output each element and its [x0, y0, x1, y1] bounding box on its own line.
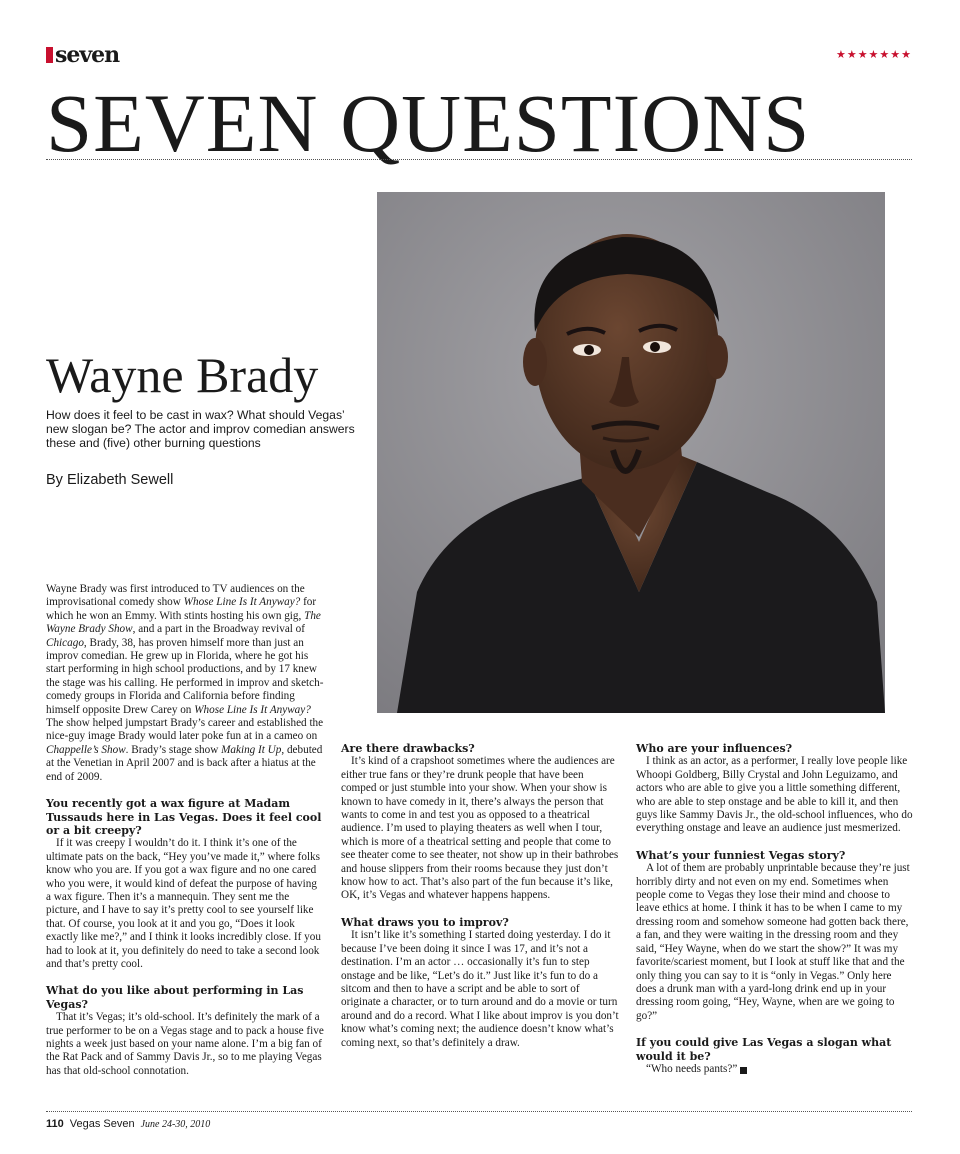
question-6: What’s your funniest Vegas story? — [636, 848, 846, 862]
intro-text: , and a part in the Broadway revival of — [132, 623, 306, 636]
intro-text: for which he won an Emmy. With stints hosting his own gig, — [46, 596, 317, 622]
answer-1: If it was creepy I wouldn’t do it. I think it’s one of the ultimate pats on the back, “Hey you’ve made it,” where folks know who you are. If you got a wax figure and no one cared who you were, it would kind of defeat the purpose of having a wax figure. Then it’s a mannequin. They sent me the picture, and I have to say it’s pretty cool to see yourself like that. Of course, you look at it and you go, “Does it look exactly like me?,” and I think it looks incredibly close. If you had to look at it, you definitely do need to take a second look and that’s pretty cool. — [46, 837, 321, 970]
page-number: 110 — [46, 1118, 64, 1130]
intro-text: The show helped jumpstart Brady’s career and established the nice-guy image Brady would later poke fun at in a cameo on — [46, 717, 324, 743]
italic-title: Making It Up — [221, 743, 282, 756]
title-divider — [46, 159, 912, 160]
question-7: If you could give Las Vegas a slogan what would it be? — [636, 1036, 892, 1063]
italic-title: Whose Line Is It Anyway? — [183, 596, 301, 609]
end-mark-icon: 7 — [740, 1067, 747, 1074]
logo-red-bar — [46, 47, 53, 63]
intro-text: . Brady’s stage show — [125, 743, 222, 756]
logo-text: seven — [55, 42, 120, 68]
stars-ornament: ★★★★★★★ — [835, 49, 912, 61]
italic-title: Whose Line Is It Anyway? — [194, 703, 311, 716]
article-column-2 — [341, 742, 619, 1050]
article-column-3 — [636, 742, 914, 1076]
intro-text: , Brady, 38, has proven himself more than just an improv comedian. He grew up in Florida, where he got his start performing in high school productions, and by 17 knew the stage was his calling. He performed in improv and sketch-comedy groups in Florida and California before finding himself opposite Drew Carey on — [46, 636, 324, 716]
answer-7 — [636, 1063, 914, 1076]
answer-4: It isn’t like it’s something I started doing yesterday. I do it because I’ve been doing it since I was 17, and it’s not a destination. I’m an actor … occasionally it’s fun to step onstage and be like, “Let’s do it.” Just like it’s fun to do a sitcom and then to have a script and be able to sort of originate a character, or to turn around and do a movie or turn around and do a record. What I like about improv is you don’t know what’s coming next; the audience doesn’t know what’s coming next, so that’s definitely a draw. — [341, 929, 619, 1049]
subject-name: Wayne Brady — [46, 347, 319, 403]
portrait-photo — [377, 192, 885, 713]
question-1: You recently got a wax figure at Madam Tussauds here in Las Vegas. Does it feel cool or a bit creepy? — [46, 797, 322, 837]
answer-7-text: “Who needs pants?” — [646, 1062, 738, 1075]
issue-date: June 24-30, 2010 — [140, 1119, 211, 1130]
question-5: Who are your influences? — [636, 742, 793, 755]
intro-paragraph — [46, 583, 324, 784]
page-footer — [46, 1118, 210, 1130]
italic-title: Chicago — [46, 636, 84, 649]
answer-5: I think as an actor, as a performer, I really love people like Whoopi Goldberg, Billy Crystal and John Leguizamo, and actors who are able to give you a little something different, who are able to step onstage and be able to kill it, and then guys like Sammy Davis Jr., the old-school influences, who do everything onstage and leave an audience just mesmerized. — [636, 755, 913, 835]
intro-text: Wayne Brady was first introduced to TV audiences on the improvisational comedy show — [46, 583, 305, 609]
question-2: What do you like about performing in Las Vegas? — [46, 984, 304, 1011]
answer-2: That it’s Vegas; it’s old-school. It’s definitely the mark of a true performer to be on a Vegas stage and to pack a house five nights a week just based on your name alone. I’m a big fan of the Rat Pack and of Sammy Davis Jr., so to me playing Vegas has that old-school connotation. — [46, 1011, 324, 1077]
question-4: What draws you to improv? — [341, 915, 509, 929]
answer-6: A lot of them are probably unprintable because they’re just horribly dirty and not even on my end. Sometimes when people come to Vegas they lose their mind and choose to leave ethics at home. I think it has to be when I came to my dressing room and somehow someone had gotten back there, a fan, and they were waiting in the dressing room and they said, “Hey Wayne, when do we start the show?” It was my favorite/scariest moment, but I look at stuff like that and the only thing you can say to it is “only in Vegas.” Only here does a drunk man with a yard-long drink end up in your dressing room going, “Hey, Wayne, when are we going to go?” — [636, 862, 910, 1022]
italic-title: The Wayne Brady Show — [46, 609, 321, 636]
magazine-name: Vegas Seven — [69, 1118, 135, 1130]
italic-title: Chappelle’s Show — [46, 743, 126, 756]
question-3: Are there drawbacks? — [341, 742, 475, 755]
intro-text: , debuted at the Venetian in April 2007 and is back after a hiatus at the end of 2009. — [46, 743, 323, 783]
article-deck: How does it feel to be cast in wax? What should Vegas’ new slogan be? The actor and improv comedian answers these and (five) other burning questions — [46, 408, 355, 450]
article-column-1 — [46, 583, 324, 1078]
byline: By Elizabeth Sewell — [46, 472, 174, 488]
answer-3: It’s kind of a crapshoot sometimes where the audiences are either true fans or they’re drunk people that have been comped or just stumble into your show. When your show is known to have comedy in it, there’s always the person that wants to come in and test you as opposed to a theatrical audience. I’m used to playing theaters as well when I tour, which is more of a theatrical setting and people that come to see theater come to see theater, not show up in their bathrobes and house slippers from their rooms because they just don’t know how to act. That’s also part of the fun because it’s like, OK, it’s Vegas and whatever happens happens. — [341, 755, 619, 902]
portrait-icon — [377, 192, 885, 713]
magazine-logo — [46, 42, 119, 68]
footer-divider — [46, 1111, 912, 1112]
page-title: SEVEN QUESTIONS — [46, 77, 811, 169]
